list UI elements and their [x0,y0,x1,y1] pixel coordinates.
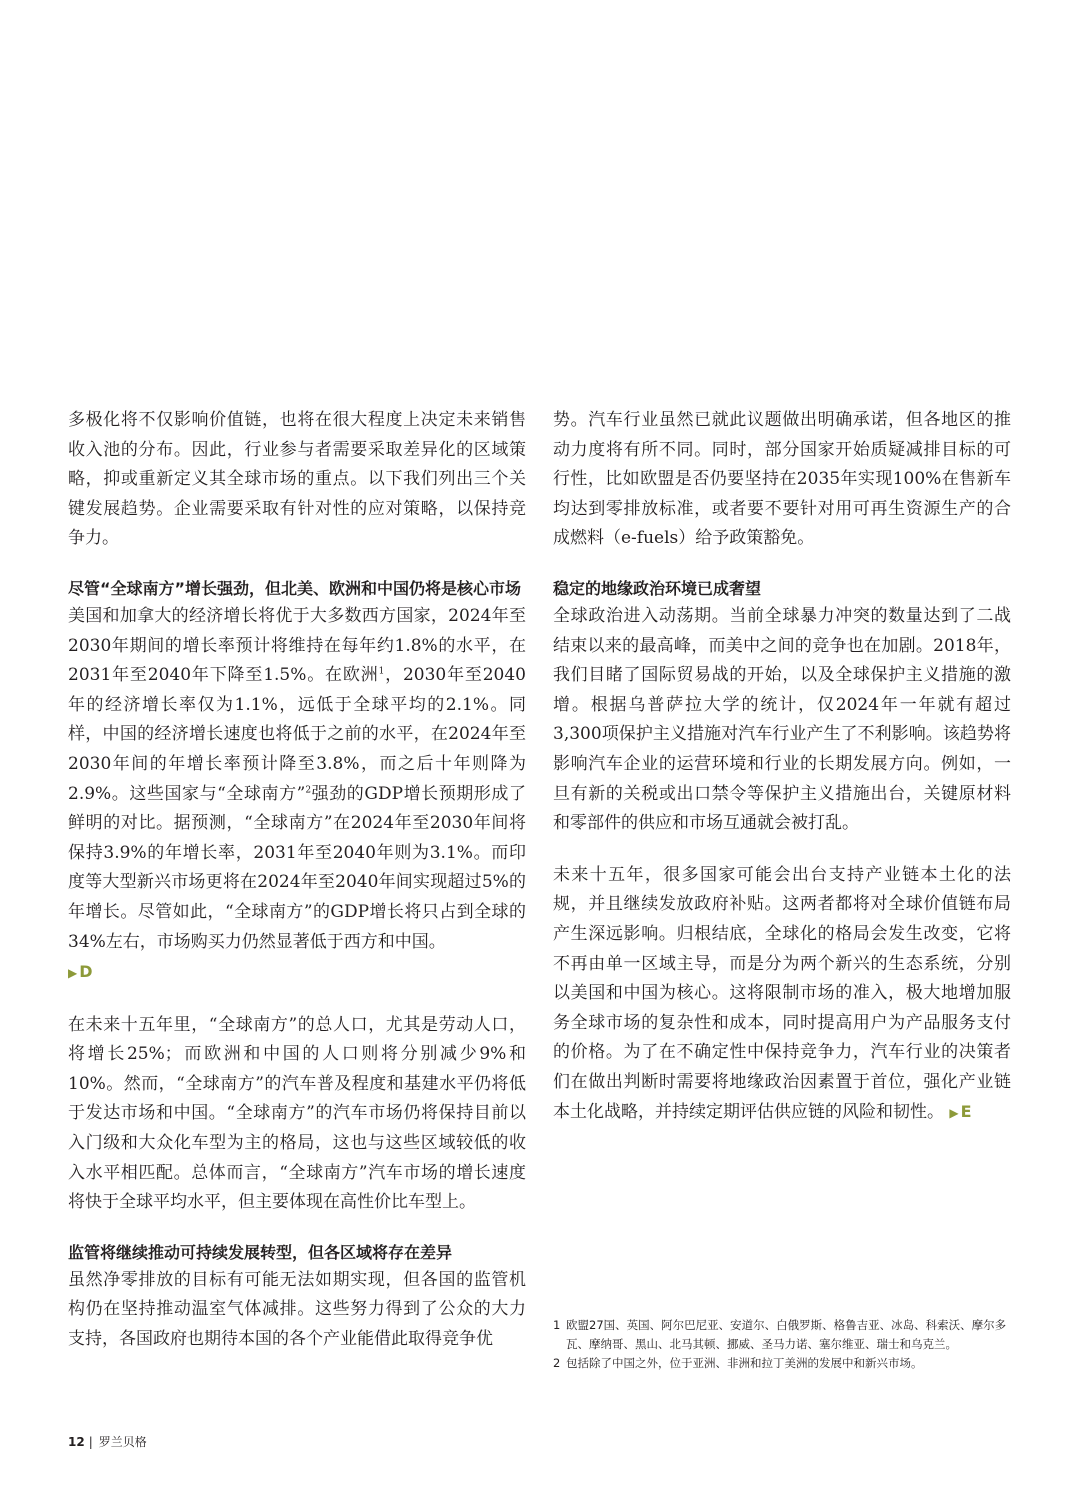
regulation-paragraph: 虽然净零排放的目标有可能无法如期实现，但各国的监管机构仍在坚持推动温室气体减排。这些努力得到了公众的大力支持，各国政府也期待本国的各个产业能借此取得竞争优 [68,1269,526,1350]
footnote-2 [553,1354,1011,1373]
section-heading-regulation: 监管将继续推动可持续发展转型，但各区域将存在差异 [68,1242,453,1262]
section-heading-global-south: 尽管“全球南方”增长强劲，但北美、欧洲和中国仍将是核心市场 [68,578,522,598]
footer-separator: | [88,1435,93,1449]
figure-ref-e[interactable] [949,1102,971,1121]
intro-paragraph: 多极化将不仅影响价值链，也将在很大程度上决定未来销售收入池的分布。因此，行业参与者需要采取差异化的区域策略，抑或重新定义其全球市场的重点。以下我们列出三个关键发展趋势。企业需要采取有针对性的应对策略，以保持竞争力。 [68,410,526,549]
page-number: 12 [68,1435,85,1449]
section-heading-geopolitics: 稳定的地缘政治环境已成奢望 [553,578,762,598]
localization-paragraph [553,861,1011,1129]
economy-text-a: 美国和加拿大的经济增长将优于大多数西方国家，2024年至2030年期间的增长率预计将维持在每年约1.8%的水平，在2031年至2040年下降至1.5%。在欧洲 [68,605,526,686]
brand-name: 罗兰贝格 [98,1435,147,1449]
figure-ref-d[interactable] [68,962,93,981]
page-footer [68,1433,147,1450]
localization-text: 未来十五年，很多国家可能会出台支持产业链本土化的法规，并且继续发放政府补贴。这两者都将对全球价值链布局产生深远影响。归根结底，全球化的格局会发生改变，它将不再由单一区域主导，而是分为两个新兴的生态系统，分别以美国和中国为核心。这将限制市场的准入，极大地增加服务全球市场的复杂性和成本，同时提高用户为产品服务支付的价格。为了在不确定性中保持竞争力，汽车行业的决策者们在做出判断时需要将地缘政治因素置于首位，强化产业链本土化战略，并持续定期评估供应链的风险和韧性。 [553,864,1011,1123]
footnote-1 [553,1316,1011,1354]
footnote-ref-2[interactable]: 2 [305,784,312,795]
footnote-number: 1 [553,1318,561,1332]
figure-ref-d-label: D [79,962,93,982]
footnote-number: 2 [553,1356,561,1370]
footnote-text: 包括除了中国之外，位于亚洲、非洲和拉丁美洲的发展中和新兴市场。 [566,1356,923,1370]
triangle-right-icon: ▶ [68,966,78,981]
left-column [68,406,526,1355]
geopolitics-paragraph: 全球政治进入动荡期。当前全球暴力冲突的数量达到了二战结束以来的最高峰，而美中之间的竞争也在加剧。2018年，我们目睹了国际贸易战的开始，以及全球保护主义措施的激增。根据乌普萨拉大学的统计，仅2024年一年就有超过3,300项保护主义措施对汽车行业产生了不利影响。该趋势将影响汽车企业的运营环境和行业的长期发展方向。例如，一旦有新的关税或出口禁令等保护主义措施出台，关键原材料和零部件的供应和市场互通就会被打乱。 [553,605,1011,834]
footnote-text: 欧盟27国、英国、阿尔巴尼亚、安道尔、白俄罗斯、格鲁吉亚、冰岛、科索沃、摩尔多瓦、摩纳哥、黑山、北马其顿、挪威、圣马力诺、塞尔维亚、瑞士和乌克兰。 [566,1318,1007,1351]
economy-paragraph [68,602,526,989]
triangle-right-icon: ▶ [949,1106,959,1121]
footnote-ref-1[interactable]: 1 [378,666,385,677]
right-column [553,406,1011,1129]
economy-text-b: ，2030年至2040年的经济增长率仅为1.1%，远低于全球平均的2.1%。同样，中国的经济增长速度也将低于之前的水平，在2024年至2030年间的年增长率预计降至3.8%，而之后十年则降为2.9%。这些国家与“全球南方” [68,665,526,804]
footnotes [553,1316,1011,1373]
regulation-continued-paragraph: 势。汽车行业虽然已就此议题做出明确承诺，但各地区的推动力度将有所不同。同时，部分国家开始质疑减排目标的可行性，比如欧盟是否仍要坚持在2035年实现100%在售新车均达到零排放标准，或者要不要针对用可再生资源生产的合成燃料（e-fuels）给予政策豁免。 [553,410,1011,549]
figure-ref-e-label: E [960,1102,972,1122]
economy-text-c: 强劲的GDP增长预期形成了鲜明的对比。据预测，“全球南方”在2024年至2030年间将保持3.9%的年增长率，2031年至2040年则为3.1%。而印度等大型新兴市场更将在2024年至2040年间实现超过5%的年增长。尽管如此，“全球南方”的GDP增长将只占到全球的34%左右，市场购买力仍然显著低于西方和中国。 [68,783,526,952]
population-paragraph: 在未来十五年里，“全球南方”的总人口，尤其是劳动人口，将增长25%；而欧洲和中国的人口则将分别减少9%和10%。然而，“全球南方”的汽车普及程度和基建水平仍将低于发达市场和中国。“全球南方”的汽车市场仍将保持目前以入门级和大众化车型为主的格局，这也与这些区域较低的收入水平相匹配。总体而言，“全球南方”汽车市场的增长速度将快于全球平均水平，但主要体现在高性价比车型上。 [68,1014,526,1213]
